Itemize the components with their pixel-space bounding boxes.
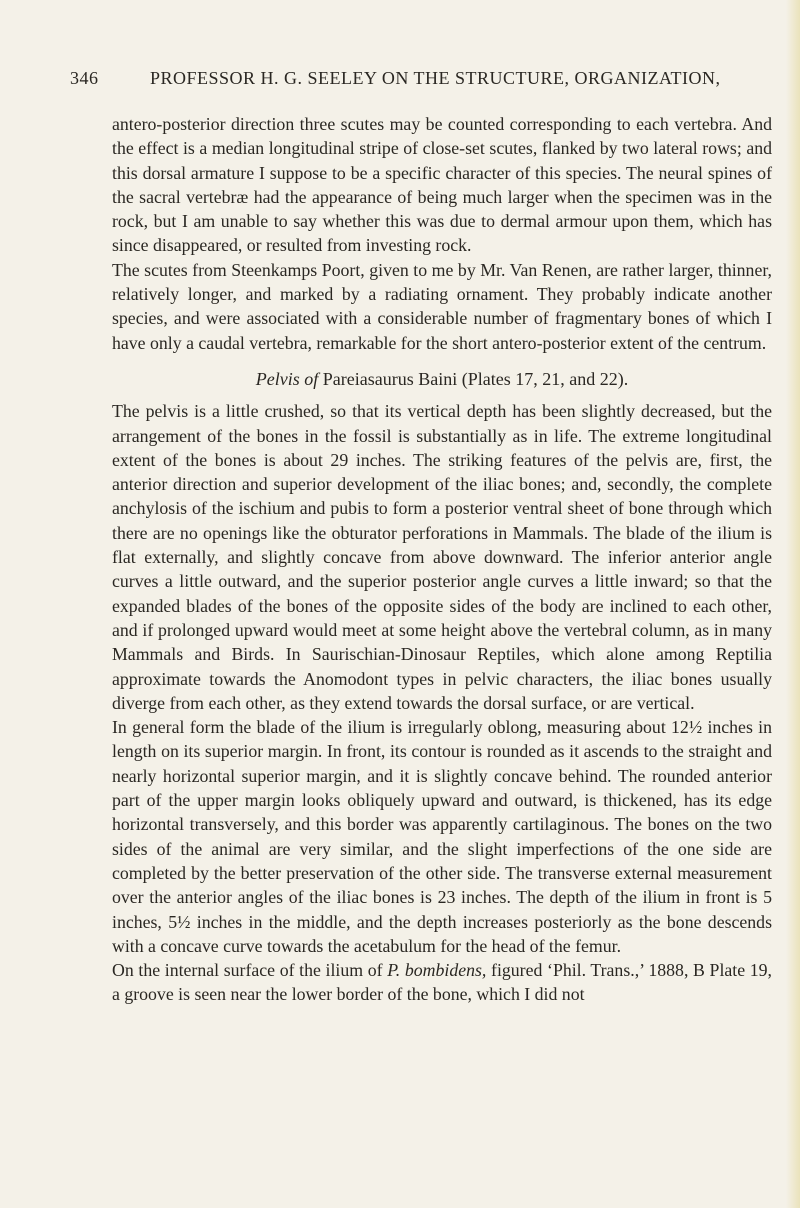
- paragraph: In general form the blade of the ilium is irregularly oblong, measuring about 12½ inches in length on its superior margin. In front, its contour is rounded as it ascends to the straight and nearly horizontal superior margin, and it is slightly concave behind. The rounded anterior part of the upper margin looks obliquely upward and outward, is thickened, has its edge horizontal transversely, and this border was apparently cartilaginous. The bones on the two sides of the animal are very similar, and the slight imperfections of the one side are completed by the better preservation of the other side. The transverse external measurement over the anterior angles of the iliac bones is 23 inches. The depth of the ilium in front is 5 inches, 5½ inches in the middle, and the depth increases posteriorly as the bone descends with a concave curve towards the acetabulum for the head of the femur.: [112, 717, 772, 956]
- section-heading: [112, 367, 772, 391]
- paragraph-text: figured ‘Phil. Trans.,’ 1888, B Plate 19, a groove is seen near the lower border of the bone, which I did not: [112, 960, 772, 1005]
- page-number: 346: [70, 68, 99, 88]
- running-head: [70, 68, 760, 89]
- species-name: P. bombidens,: [387, 960, 487, 981]
- paragraph: antero-posterior direction three scutes may be counted corresponding to each vertebra. And the effect is a median longitudinal stripe of close-set scutes, flanked by two lateral rows; and this dorsal armature I suppose to be a specific character of this species. The neural spines of the sacral vertebræ had the appearance of being much larger when the specimen was in the rock, but I am unable to say whether this was due to dermal armour upon them, which has since disappeared, or resulted from investing rock.: [112, 114, 772, 256]
- paragraph: The scutes from Steenkamps Poort, given to me by Mr. Van Renen, are rather larger, thinner, relatively longer, and marked by a radiating ornament. They probably indicate another species, and were associated with a considerable number of fragmentary bones of which I have only a caudal vertebra, remarkable for the short antero-posterior extent of the centrum.: [112, 259, 772, 353]
- section-heading-italic: Pelvis of: [255, 368, 319, 389]
- body-text: [112, 112, 772, 1007]
- paragraph: [112, 958, 772, 1007]
- section-heading-roman: Pareiasaurus Baini (Plates 17, 21, and 22).: [322, 368, 629, 389]
- running-title: PROFESSOR H. G. SEELEY ON THE STRUCTURE, ORGANIZATION,: [150, 68, 721, 88]
- paragraph: The pelvis is a little crushed, so that its vertical depth has been slightly decreased, but the arrangement of the bones in the fossil is substantially as in life. The extreme longitudinal extent of the bones is about 29 inches. The striking features of the pelvis are, first, the anterior direction and superior development of the iliac bones; and, secondly, the complete anchylosis of the ischium and pubis to form a posterior ventral sheet of bone through which there are no openings like the obturator perforations in Mammals. The blade of the ilium is flat externally, and slightly concave from above downward. The inferior anterior angle curves a little outward, and the superior posterior angle curves a little inward; so that the expanded blades of the bones of the opposite sides of the body are inclined to each other, and if prolonged upward would meet at some height above the vertebral column, as in many Mammals and Birds. In Saurischian-Dinosaur Reptiles, which alone among Reptilia approximate towards the Anomodont types in pelvic characters, the iliac bones usually diverge from each other, as they extend towards the dorsal surface, or are vertical.: [112, 401, 772, 713]
- page-edge-stain: [786, 0, 800, 1208]
- paragraph-text: On the internal surface of the ilium of: [112, 960, 383, 981]
